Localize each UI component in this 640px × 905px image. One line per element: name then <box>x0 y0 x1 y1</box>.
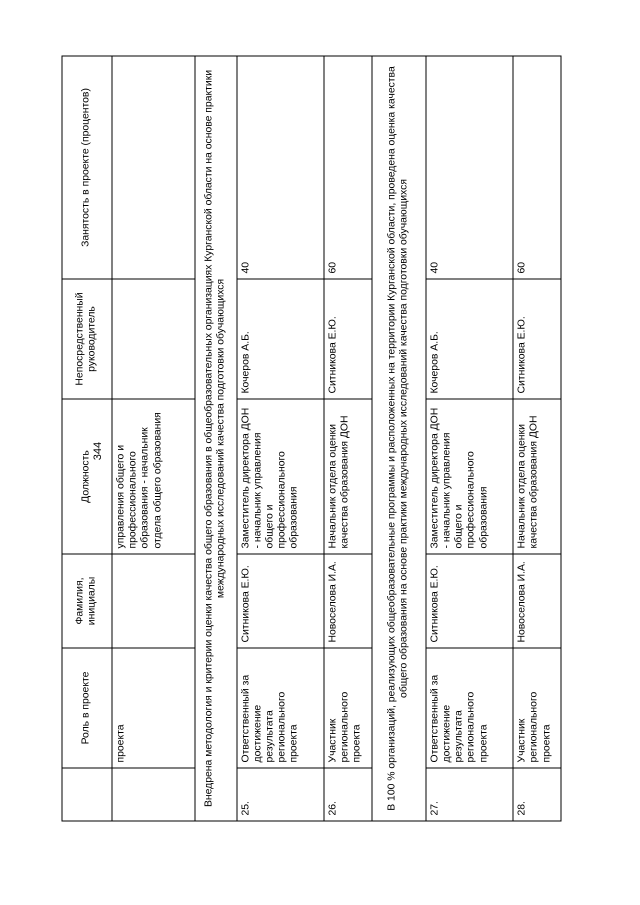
cell-number: 27. <box>426 768 513 821</box>
table-row <box>513 56 561 821</box>
cell-role: Участник регионального проекта <box>324 648 372 768</box>
section-row <box>195 56 237 821</box>
cell-employment <box>112 56 195 279</box>
cell-number: 25. <box>237 768 324 821</box>
cell-employment: 60 <box>324 56 372 279</box>
cell-manager <box>112 279 195 399</box>
cell-employment: 40 <box>237 56 324 279</box>
page-number: 344 <box>92 441 104 461</box>
cell-position: Начальник отдела оценки качества образования ДОН <box>324 399 372 554</box>
section-title: Внедрена методология и критерии оценки качества общего образования в общеобразовательных организациях Курганской области на основе практики международных исследований качества подготовки обучающихся <box>195 56 237 821</box>
cell-role: проекта <box>112 648 195 768</box>
cell-name: Новоселова И.А. <box>513 554 561 648</box>
cell-name: Новоселова И.А. <box>324 554 372 648</box>
cell-number: 26. <box>324 768 372 821</box>
table-row <box>237 56 324 821</box>
cell-position: Заместитель директора ДОН - начальник управления общего и профессионального образования <box>426 399 513 554</box>
cell-manager: Ситникова Е.Ю. <box>324 279 372 399</box>
cell-position: Заместитель директора ДОН - начальник управления общего и профессионального образования <box>237 399 324 554</box>
cell-name: Ситникова Е.Ю. <box>426 554 513 648</box>
header-manager: Непосредственный руководитель <box>62 279 112 399</box>
cell-role: Участник регионального проекта <box>513 648 561 768</box>
cell-manager: Ситникова Е.Ю. <box>513 279 561 399</box>
cell-role: Ответственный за достижение результата регионального проекта <box>426 648 513 768</box>
header-number <box>62 768 112 821</box>
cell-position: управления общего и профессионального образования - начальник отдела общего образования <box>112 399 195 554</box>
cell-name <box>112 554 195 648</box>
table-header-row <box>62 56 112 821</box>
section-title: В 100 % организаций, реализующих общеобразовательные программы и расположенных на территории Курганской области, проведена оценка качества общего образования на основе практики международных исследований качества подготовки обучающихся <box>372 56 426 821</box>
project-staff-table-rotated <box>62 57 562 822</box>
table-row <box>112 56 195 821</box>
project-staff-table <box>62 56 562 822</box>
cell-name: Ситникова Е.Ю. <box>237 554 324 648</box>
cell-employment: 40 <box>426 56 513 279</box>
cell-manager: Кочеров А.Б. <box>237 279 324 399</box>
header-name: Фамилия, инициалы <box>62 554 112 648</box>
cell-number <box>112 768 195 821</box>
header-role: Роль в проекте <box>62 648 112 768</box>
cell-manager: Кочеров А.Б. <box>426 279 513 399</box>
cell-number: 28. <box>513 768 561 821</box>
header-employment: Занятость в проекте (процентов) <box>62 56 112 279</box>
section-row <box>372 56 426 821</box>
cell-role: Ответственный за достижение результата регионального проекта <box>237 648 324 768</box>
cell-employment: 60 <box>513 56 561 279</box>
table-row <box>426 56 513 821</box>
cell-position: Начальник отдела оценки качества образования ДОН <box>513 399 561 554</box>
header-position: Должность <box>62 399 112 554</box>
table-row <box>324 56 372 821</box>
